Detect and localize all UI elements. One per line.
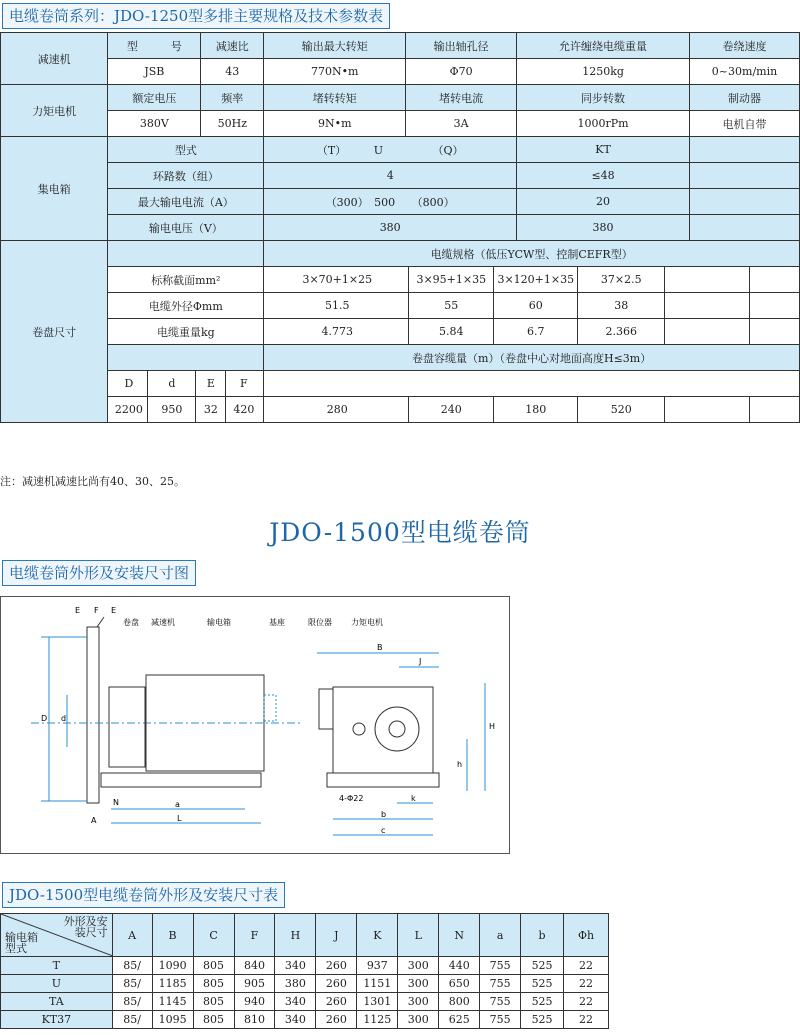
dim-c: c xyxy=(381,826,386,835)
reducer-header: 减速比 xyxy=(201,33,264,59)
label-reducer: 减速机 xyxy=(151,618,175,627)
reel-cell-empty xyxy=(750,319,797,344)
motor-label: 力矩电机 xyxy=(1,85,108,137)
reel-cell: 55 xyxy=(409,293,494,318)
collector-label: 集电箱 xyxy=(1,137,108,241)
motor-value: 3A xyxy=(406,111,517,137)
label-E: E xyxy=(75,606,81,615)
collector-value: （T） U （Q） xyxy=(264,137,517,163)
dim-b: b xyxy=(381,810,387,819)
reel-cell: 2.366 xyxy=(578,319,665,344)
cell: 300 xyxy=(398,1011,439,1029)
reel-cell: 51.5 xyxy=(266,293,409,318)
side-motor xyxy=(319,689,333,729)
corner-top: 外形及安 xyxy=(63,915,108,928)
dim-B: B xyxy=(377,643,383,652)
reducer-value: JSB xyxy=(108,59,201,85)
capacity-blank xyxy=(264,371,800,397)
dim-value: 2200 xyxy=(110,397,148,422)
dim-header: F xyxy=(240,377,248,390)
side-base xyxy=(327,773,439,787)
cell: 525 xyxy=(521,993,564,1011)
capacity-cell: 280 xyxy=(266,397,409,422)
collector-empty xyxy=(690,189,800,215)
dim-value: 32 xyxy=(196,397,226,422)
row-type: KT37 xyxy=(1,1011,113,1029)
corner-cell xyxy=(1,914,113,957)
cell: 1301 xyxy=(357,993,398,1011)
cell: 22 xyxy=(564,993,609,1011)
reel-disc xyxy=(87,627,99,803)
reel-row-name: 电缆外径Φmm xyxy=(108,293,264,319)
reducer-value: 1250kg xyxy=(517,59,690,85)
reducer-value: 0~30m/min xyxy=(690,59,800,85)
cell: 1125 xyxy=(357,1011,398,1029)
footnote: 注：减速机减速比尚有40、30、25。 xyxy=(0,475,185,488)
motor-header: 堵转转矩 xyxy=(264,85,406,111)
motor-value: 50Hz xyxy=(201,111,264,137)
cell: 300 xyxy=(398,957,439,975)
reel-spacer xyxy=(108,241,264,267)
cell: 85/ xyxy=(112,993,152,1011)
dim-D: D xyxy=(41,714,48,723)
reel-cell: 3×120+1×35 xyxy=(494,267,578,292)
cell: 85/ xyxy=(112,975,152,993)
cell: 905 xyxy=(234,975,275,993)
cell: 1090 xyxy=(152,957,193,975)
label-E2: E xyxy=(111,606,117,615)
reducer-body xyxy=(109,687,145,767)
reel-cell-empty xyxy=(750,293,797,318)
motor-header: 额定电压 xyxy=(108,85,201,111)
label-base: 基座 xyxy=(269,618,285,627)
reel-label: 卷盘尺寸 xyxy=(1,241,108,423)
reducer-value: Φ70 xyxy=(406,59,517,85)
dim-col-header: C xyxy=(193,914,234,957)
drawing-svg xyxy=(1,597,509,853)
collector-empty xyxy=(690,163,800,189)
label-limiter: 限位器 xyxy=(308,618,332,627)
reel-row-values xyxy=(264,319,800,345)
dim-col-header: b xyxy=(521,914,564,957)
label-collector: 输电箱 xyxy=(207,618,231,627)
corner-left2: 型式 xyxy=(5,942,27,955)
cell: 1151 xyxy=(357,975,398,993)
spec-title: 电缆卷筒系列：JDO-1250型多排主要规格及技术参数表 xyxy=(2,3,390,29)
label-reel: 卷盘 xyxy=(123,618,139,627)
label-F: F xyxy=(94,606,99,615)
cell: 340 xyxy=(275,957,316,975)
dim-col-header: K xyxy=(357,914,398,957)
reel-dim-headers xyxy=(108,371,264,397)
row-type: TA xyxy=(1,993,113,1011)
cell: 1185 xyxy=(152,975,193,993)
dimension-table xyxy=(0,913,609,1029)
motor-value: 9N•m xyxy=(264,111,406,137)
capacity-values xyxy=(264,397,800,423)
motor-header: 堵转电流 xyxy=(406,85,517,111)
cell: 380 xyxy=(275,975,316,993)
cell: 937 xyxy=(357,957,398,975)
capacity-cell: 240 xyxy=(409,397,494,422)
capacity-header: 卷盘容缆量（m）（卷盘中心对地面高度H≤3m） xyxy=(264,345,800,371)
cell: 755 xyxy=(480,1011,521,1029)
installation-drawing xyxy=(0,596,510,854)
dim-col-header: J xyxy=(316,914,357,957)
dim-col-header: H xyxy=(275,914,316,957)
capacity-empty xyxy=(665,397,750,422)
dim-value: 950 xyxy=(148,397,196,422)
collector-row-name: 型式 xyxy=(108,137,264,163)
collector-value: 380 xyxy=(264,215,517,241)
dim-col-header: N xyxy=(439,914,480,957)
dim-d: d xyxy=(61,714,67,723)
cell: 22 xyxy=(564,975,609,993)
dim-L: L xyxy=(177,814,182,823)
reel-cell: 3×95+1×35 xyxy=(409,267,494,292)
limiter xyxy=(264,695,276,721)
cell: 840 xyxy=(234,957,275,975)
reel-cell-empty xyxy=(750,267,797,292)
reducer-header: 输出最大转矩 xyxy=(264,33,406,59)
dim-holes: 4-Φ22 xyxy=(339,794,364,803)
collector-empty xyxy=(690,137,800,163)
cell: 22 xyxy=(564,1011,609,1029)
collector-value: 380 xyxy=(517,215,690,241)
collector-value: KT xyxy=(517,137,690,163)
reel-edge xyxy=(97,617,104,627)
dim-header: d xyxy=(148,371,196,396)
side-shaft xyxy=(389,721,405,737)
spec-table xyxy=(0,32,800,423)
cell: 525 xyxy=(521,1011,564,1029)
cell: 85/ xyxy=(112,957,152,975)
dim-J: J xyxy=(419,657,422,666)
collector-value: 4 xyxy=(264,163,517,189)
dim-header: E xyxy=(196,371,226,396)
reel-cell: 6.7 xyxy=(494,319,578,344)
reel-cell: 37×2.5 xyxy=(578,267,665,292)
collector-value: ≤48 xyxy=(517,163,690,189)
dim-table-title: JDO-1500型电缆卷筒外形及安装尺寸表 xyxy=(2,882,285,908)
cell: 625 xyxy=(439,1011,480,1029)
drawing-title: 电缆卷筒外形及安装尺寸图 xyxy=(2,560,196,586)
reel-cell: 60 xyxy=(494,293,578,318)
reel-row-values xyxy=(264,293,800,319)
reel-cell-empty xyxy=(665,293,750,318)
cell: 340 xyxy=(275,993,316,1011)
corner-left: 输电箱 xyxy=(5,931,38,944)
collector-value: （300） 500 （800） xyxy=(264,189,517,215)
capacity-cell: 180 xyxy=(494,397,578,422)
reducer-header: 型 号 xyxy=(108,33,201,59)
dim-a: a xyxy=(175,800,180,809)
cell: 525 xyxy=(521,957,564,975)
label-torque-motor: 力矩电机 xyxy=(351,618,383,627)
collector-empty xyxy=(690,215,800,241)
dim-col-header: a xyxy=(480,914,521,957)
side-body xyxy=(333,687,433,773)
reducer-value: 770N•m xyxy=(264,59,406,85)
capacity-empty xyxy=(750,397,797,422)
capacity-cell: 520 xyxy=(578,397,665,422)
cell: 340 xyxy=(275,1011,316,1029)
row-type: U xyxy=(1,975,113,993)
collector-row-name: 环路数（组） xyxy=(108,163,264,189)
dim-k: k xyxy=(411,794,416,803)
cell: 22 xyxy=(564,957,609,975)
cell: 260 xyxy=(316,993,357,1011)
cell: 260 xyxy=(316,975,357,993)
cell: 800 xyxy=(439,993,480,1011)
cell: 1095 xyxy=(152,1011,193,1029)
reel-cell: 5.84 xyxy=(409,319,494,344)
motor-header: 制动器 xyxy=(690,85,800,111)
reducer-value: 43 xyxy=(201,59,264,85)
cell: 440 xyxy=(439,957,480,975)
dim-A: A xyxy=(91,816,97,825)
reel-dim-values xyxy=(108,397,264,423)
dim-col-header: L xyxy=(398,914,439,957)
reducer-label: 减速机 xyxy=(1,33,108,85)
cell: 260 xyxy=(316,1011,357,1029)
motor-header: 频率 xyxy=(201,85,264,111)
cell: 805 xyxy=(193,993,234,1011)
side-wheel xyxy=(375,707,419,751)
reel-cell: 38 xyxy=(578,293,665,318)
dim-header: D xyxy=(110,371,148,396)
cell: 755 xyxy=(480,975,521,993)
collector-value: 20 xyxy=(517,189,690,215)
dim-H: H xyxy=(489,722,496,731)
cable-spec-header: 电缆规格（低压YCW型、控制CEFR型） xyxy=(264,241,800,267)
reel-cell: 3×70+1×25 xyxy=(266,267,409,292)
cell: 940 xyxy=(234,993,275,1011)
dim-col-header: B xyxy=(152,914,193,957)
side-hole xyxy=(353,723,365,735)
reel-cell-empty xyxy=(665,267,750,292)
cell: 260 xyxy=(316,957,357,975)
row-type: T xyxy=(1,957,113,975)
cell: 650 xyxy=(439,975,480,993)
dim-N: N xyxy=(113,798,119,807)
cell: 805 xyxy=(193,1011,234,1029)
cell: 755 xyxy=(480,993,521,1011)
cell: 805 xyxy=(193,957,234,975)
reducer-header: 允许缠绕电缆重量 xyxy=(517,33,690,59)
reducer-header: 卷绕速度 xyxy=(690,33,800,59)
page-title: JDO-1500型电缆卷筒 xyxy=(269,518,531,547)
cell: 810 xyxy=(234,1011,275,1029)
dim-value: 420 xyxy=(233,403,255,416)
base xyxy=(101,773,261,787)
motor-header: 同步转数 xyxy=(517,85,690,111)
reel-row-name: 电缆重量kg xyxy=(108,319,264,345)
motor-value: 380V xyxy=(108,111,201,137)
reel-spacer xyxy=(108,345,264,371)
reel-row-name: 标称截面mm² xyxy=(108,267,264,293)
cell: 525 xyxy=(521,975,564,993)
corner-top2: 装尺寸 xyxy=(74,926,108,939)
cell: 85/ xyxy=(112,1011,152,1029)
reel-cell-empty xyxy=(665,319,750,344)
cell: 1145 xyxy=(152,993,193,1011)
dim-col-header: F xyxy=(234,914,275,957)
collector-row-name: 最大输电电流（A） xyxy=(108,189,264,215)
reducer-header: 输出轴孔径 xyxy=(406,33,517,59)
reel-row-values xyxy=(264,267,800,293)
motor-value: 1000rPm xyxy=(517,111,690,137)
dim-h: h xyxy=(457,760,463,769)
dim-col-header: A xyxy=(112,914,152,957)
reel-cell: 4.773 xyxy=(266,319,409,344)
cell: 755 xyxy=(480,957,521,975)
cell: 300 xyxy=(398,993,439,1011)
motor-value: 电机自带 xyxy=(690,111,800,137)
dim-col-header: Φh xyxy=(564,914,609,957)
collector-row-name: 输电电压（V） xyxy=(108,215,264,241)
cell: 300 xyxy=(398,975,439,993)
cell: 805 xyxy=(193,975,234,993)
